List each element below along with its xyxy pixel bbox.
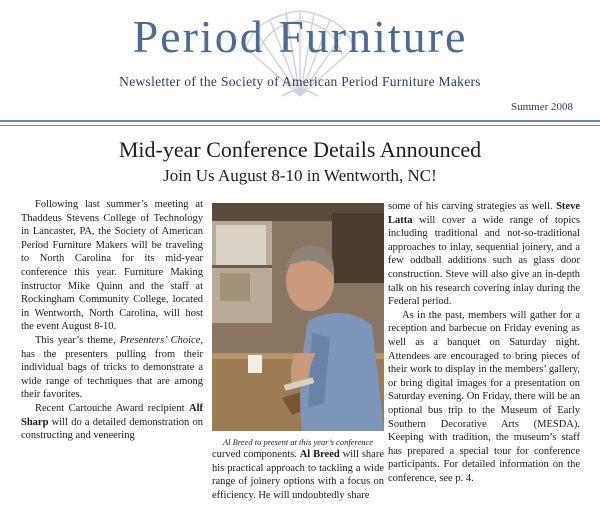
masthead (0, 0, 600, 120)
paragraph-theme: This year’s theme, Presenters’ Choice, has the presenters pulling from their individual bags of tricks to demonstrate a wide range of techniques that are among their favorites. (21, 334, 203, 401)
presenter-al-breed: Al Breed (299, 449, 340, 460)
paragraph-steve-latta: some of his carving strategies as well. Steve Latta will cover a wide range of topics including traditional and not-so-traditional approaches to inlay, sequential joinery, and a few oddball additions such as glass door construction. Steve will also give an in-depth talk on his research covering inlay during the Federal period. (388, 201, 580, 308)
article-column-3 (388, 200, 580, 485)
masthead-rule-bottom (0, 125, 600, 126)
paragraph-al-breed: curved components. Al Breed will share his practical approach to tackling a wide range of joinery options with a focus on efficiency. He will undoubtedly share (212, 449, 384, 501)
photo-caption: Al Breed to present at this year’s conference (222, 437, 374, 447)
presenter-alf-sharp: Alf Sharp (21, 402, 203, 428)
article-photo (212, 203, 384, 431)
paragraph-alf-sharp: Recent Cartouche Award recipient Alf Sharp will do a detailed demonstration on constructing and veneering (21, 402, 203, 442)
theme-name: Presenters’ Choice (119, 334, 201, 346)
article-column-2 (212, 448, 384, 502)
masthead-rule-top (0, 120, 600, 122)
article-headline: Mid-year Conference Details Announced (118, 137, 482, 162)
article-subheadline: Join Us August 8-10 in Wentworth, NC! (163, 166, 437, 185)
newsletter-title: Period Furniture (132, 11, 468, 62)
issue-date: Summer 2008 (510, 101, 573, 113)
paragraph-events: As in the past, members will gather for a reception and barbecue on Friday evening as well as a banquet on Saturday night. Attendees are encouraged to bring pieces of their work to display in the members’ gallery, or bring digital images for a presentation on Saturday evening. On Friday, there will be an optional bus trip to the Museum of Early Southern Decorative Arts (MESDA). Keeping with tradition, the museum’s staff has prepared a special tour for conference participants. For detailed information on the conference, see p. 4. (388, 309, 580, 484)
paragraph-intro: Following last summer’s meeting at Thaddeus Stevens College of Technology in Lancaster, PA, the Society of American Period Furniture Makers will be traveling to North Carolina for its mid-year conference this year. Furniture Making instructor Mike Quinn and the staff at Rockingham Community College, located in Wentworth, North Carolina, will host the event August 8-10. (21, 199, 203, 333)
presenter-steve-latta: Steve Latta (388, 201, 580, 226)
article-column-1 (21, 198, 203, 443)
newsletter-subtitle: Newsletter of the Society of American Period Furniture Makers (119, 74, 481, 89)
